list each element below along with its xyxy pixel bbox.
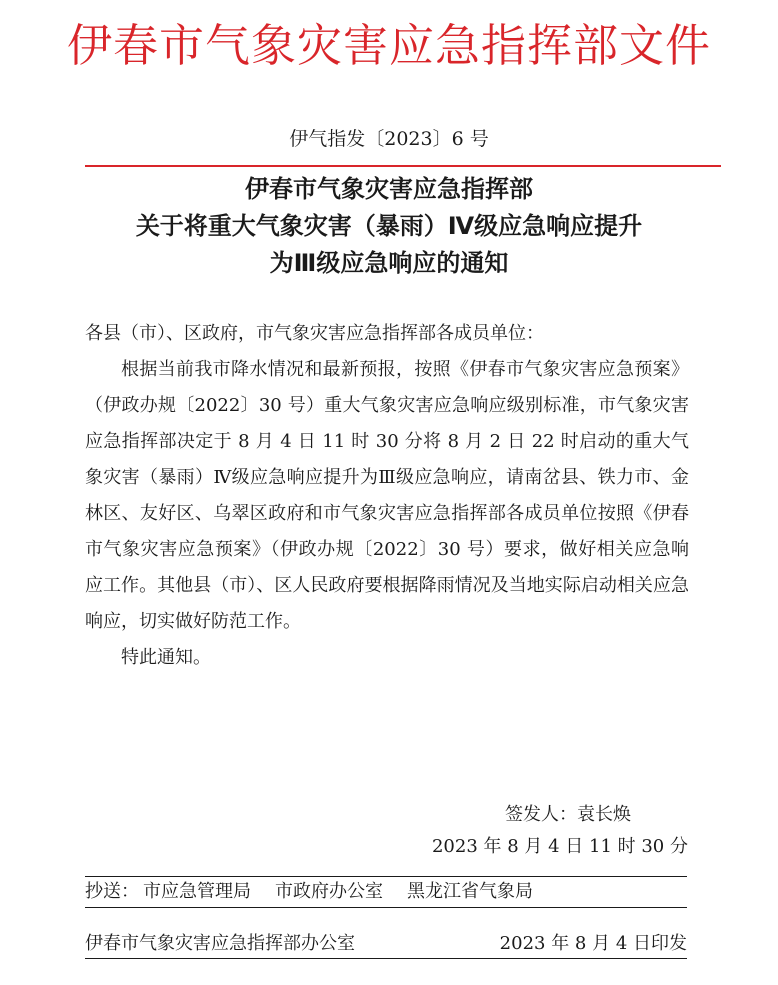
cc-recipient: 市政府办公室	[275, 881, 383, 902]
red-separator-line	[85, 165, 721, 167]
cc-recipient: 黑龙江省气象局	[407, 881, 533, 902]
body-paragraph: 根据当前我市降水情况和最新预报，按照《伊春市气象灾害应急预案》（伊政办规〔2022〕30 号）重大气象灾害应急响应级别标准，市气象灾害应急指挥部决定于 8 月 4 日 11 时 30 分将 8 月 2 日 22 时启动的重大气象灾害（暴雨）Ⅳ级应急响应提升为Ⅲ级应急响应，请南岔县、铁力市、金林区、友好区、乌翠区政府和市气象灾害应急指挥部各成员单位按照《伊春市气象灾害应急预案》（伊政办规〔2022〕30 号）要求，做好相关应急响应工作。其他县（市）、区人民政府要根据降雨情况及当地实际启动相关应急响应，切实做好防范工作。	[85, 359, 689, 632]
title-line-3: 为Ⅲ级应急响应的通知	[269, 249, 509, 277]
closing-remark: 特此通知。	[121, 647, 211, 668]
issue-date: 2023 年 8 月 4 日印发	[499, 933, 687, 954]
cc-label: 抄送：	[85, 881, 139, 902]
salutation: 各县（市）、区政府，市气象灾害应急指挥部各成员单位：	[85, 323, 544, 344]
title-line-2: 关于将重大气象灾害（暴雨）Ⅳ级应急响应提升	[135, 212, 643, 240]
title-line-1: 伊春市气象灾害应急指挥部	[245, 175, 533, 203]
cc-list	[85, 878, 687, 906]
cc-bottom-rule	[85, 907, 687, 908]
document-number: 伊气指发〔2023〕6 号	[289, 128, 489, 150]
issuing-office: 伊春市气象灾害应急指挥部办公室	[85, 933, 355, 954]
cc-top-rule	[85, 876, 687, 877]
issuance-footer	[85, 930, 687, 958]
footer-bottom-rule	[85, 958, 687, 959]
signer: 签发人：袁长焕	[505, 804, 631, 825]
cc-recipient: 市应急管理局	[143, 881, 251, 902]
document-masthead: 伊春市气象灾害应急指挥部文件	[66, 19, 711, 72]
signature-date: 2023 年 8 月 4 日 11 时 30 分	[431, 836, 688, 857]
document-title	[40, 171, 738, 282]
